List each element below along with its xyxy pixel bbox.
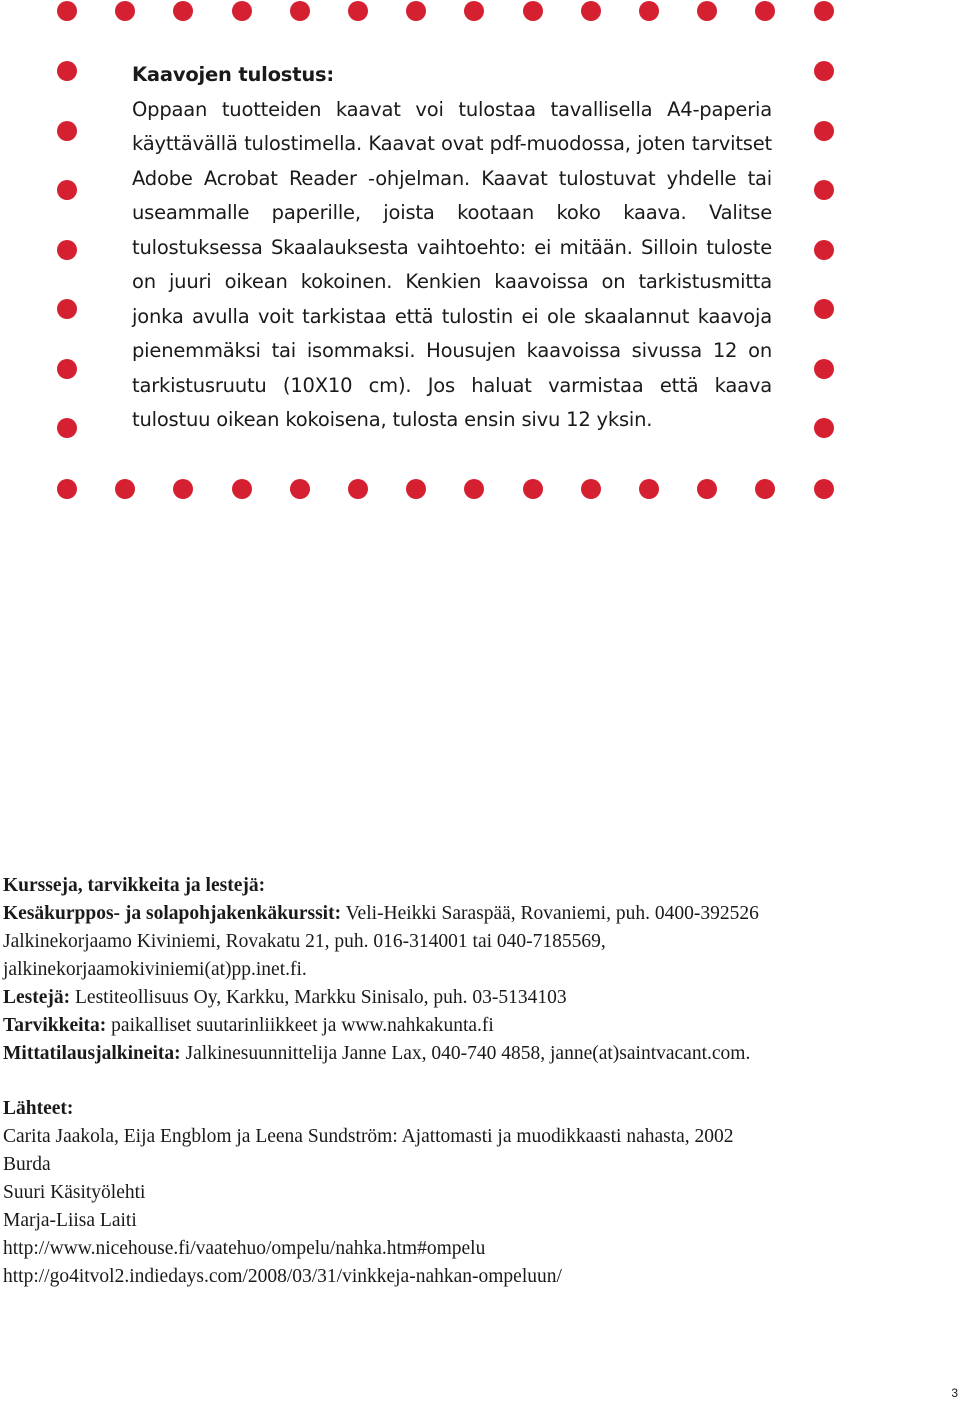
sources-section — [3, 1095, 953, 1291]
courses-supplies-section — [3, 872, 953, 1068]
lasts-text: Lestiteollisuus Oy, Karkku, Markku Sinisalo, puh. 03-5134103 — [70, 987, 567, 1008]
dot-decoration — [814, 1, 834, 21]
supplies-label: Tarvikkeita: — [3, 1015, 107, 1036]
dot-decoration — [464, 479, 484, 499]
instructions-paragraph: Oppaan tuotteiden kaavat voi tulostaa tavallisella A4-paperia käyttävällä tulostimella. Kaavat ovat pdf-muodossa, joten tarvitset Adobe Acrobat Reader -ohjelman. Kaavat tulostuvat yhdelle tai useammalle paperille, joista kootaan koko kaava. Valitse tulostuksessa Skaalauksesta vaihtoehto: ei mitään. Silloin tuloste on juuri oikean kokoinen. Kenkien kaavoissa on tarkistusmitta jonka avulla voit tarkistaa että tulostin ei ole skaalannut kaavoja pienemmäksi tai isommaksi. Housujen kaavoissa sivussa 12 on tarkistusruutu (10X10 cm). Jos haluat varmistaa että kaava tulostuu oikean kokoisena, tulosta ensin sivu 12 yksin. — [132, 97, 772, 431]
dot-decoration — [697, 479, 717, 499]
dot-decoration — [581, 479, 601, 499]
workshop-line: Jalkinekorjaamo Kiviniemi, Rovakatu 21, puh. 016-314001 tai 040-7185569, — [3, 931, 606, 952]
courses-label: Kesäkurppos- ja solapohjakenkäkurssit: — [3, 903, 342, 924]
dot-decoration — [523, 479, 543, 499]
dot-decoration — [57, 240, 77, 260]
dot-decoration — [57, 61, 77, 81]
lasts-label: Lestejä: — [3, 987, 71, 1008]
dot-decoration — [814, 299, 834, 319]
printing-instructions — [132, 58, 772, 438]
sources-heading: Lähteet: — [3, 1098, 74, 1119]
dot-decoration — [814, 479, 834, 499]
dot-decoration — [115, 479, 135, 499]
dot-decoration — [639, 1, 659, 21]
dot-decoration — [755, 1, 775, 21]
dot-decoration — [232, 479, 252, 499]
dot-decoration — [814, 418, 834, 438]
source-link[interactable]: http://go4itvol2.indiedays.com/2008/03/31/vinkkeja-nahkan-ompeluun/ — [3, 1266, 562, 1287]
dot-decoration — [523, 1, 543, 21]
source-item: Burda — [3, 1154, 51, 1175]
workshop-email: jalkinekorjaamokiviniemi(at)pp.inet.fi. — [3, 959, 307, 980]
courses-text: Veli-Heikki Saraspää, Rovaniemi, puh. 0400-392526 — [341, 903, 759, 924]
dot-decoration — [814, 121, 834, 141]
source-link[interactable]: http://www.nicehouse.fi/vaatehuo/ompelu/nahka.htm#ompelu — [3, 1238, 486, 1259]
dot-decoration — [581, 1, 601, 21]
dot-decoration — [115, 1, 135, 21]
dot-decoration — [57, 418, 77, 438]
dot-decoration — [755, 479, 775, 499]
dot-decoration — [814, 240, 834, 260]
dot-decoration — [406, 1, 426, 21]
source-item: Marja-Liisa Laiti — [3, 1210, 137, 1231]
credits-heading: Kursseja, tarvikkeita ja lestejä: — [3, 875, 266, 896]
dot-decoration — [348, 479, 368, 499]
dot-decoration — [290, 1, 310, 21]
dot-decoration — [814, 61, 834, 81]
custom-text: Jalkinesuunnittelija Janne Lax, 040-740 4858, janne(at)saintvacant.com. — [180, 1043, 751, 1064]
custom-label: Mittatilausjalkineita: — [3, 1043, 181, 1064]
dot-decoration — [639, 479, 659, 499]
dot-decoration — [57, 180, 77, 200]
dot-decoration — [814, 359, 834, 379]
source-item: Carita Jaakola, Eija Engblom ja Leena Sundström: Ajattomasti ja muodikkaasti nahasta, 2002 — [3, 1126, 734, 1147]
dot-decoration — [406, 479, 426, 499]
section-heading: Kaavojen tulostus: — [132, 63, 335, 86]
supplies-text: paikalliset suutarinliikkeet ja www.nahkakunta.fi — [106, 1015, 494, 1036]
dot-decoration — [57, 479, 77, 499]
page-number: 3 — [951, 1386, 958, 1400]
dot-decoration — [348, 1, 368, 21]
dot-decoration — [173, 1, 193, 21]
dot-decoration — [57, 121, 77, 141]
dot-decoration — [173, 479, 193, 499]
dot-decoration — [57, 1, 77, 21]
dot-decoration — [290, 479, 310, 499]
dot-decoration — [57, 299, 77, 319]
dot-decoration — [232, 1, 252, 21]
dot-decoration — [464, 1, 484, 21]
source-item: Suuri Käsityölehti — [3, 1182, 146, 1203]
dot-decoration — [697, 1, 717, 21]
dot-decoration — [57, 359, 77, 379]
dot-decoration — [814, 180, 834, 200]
